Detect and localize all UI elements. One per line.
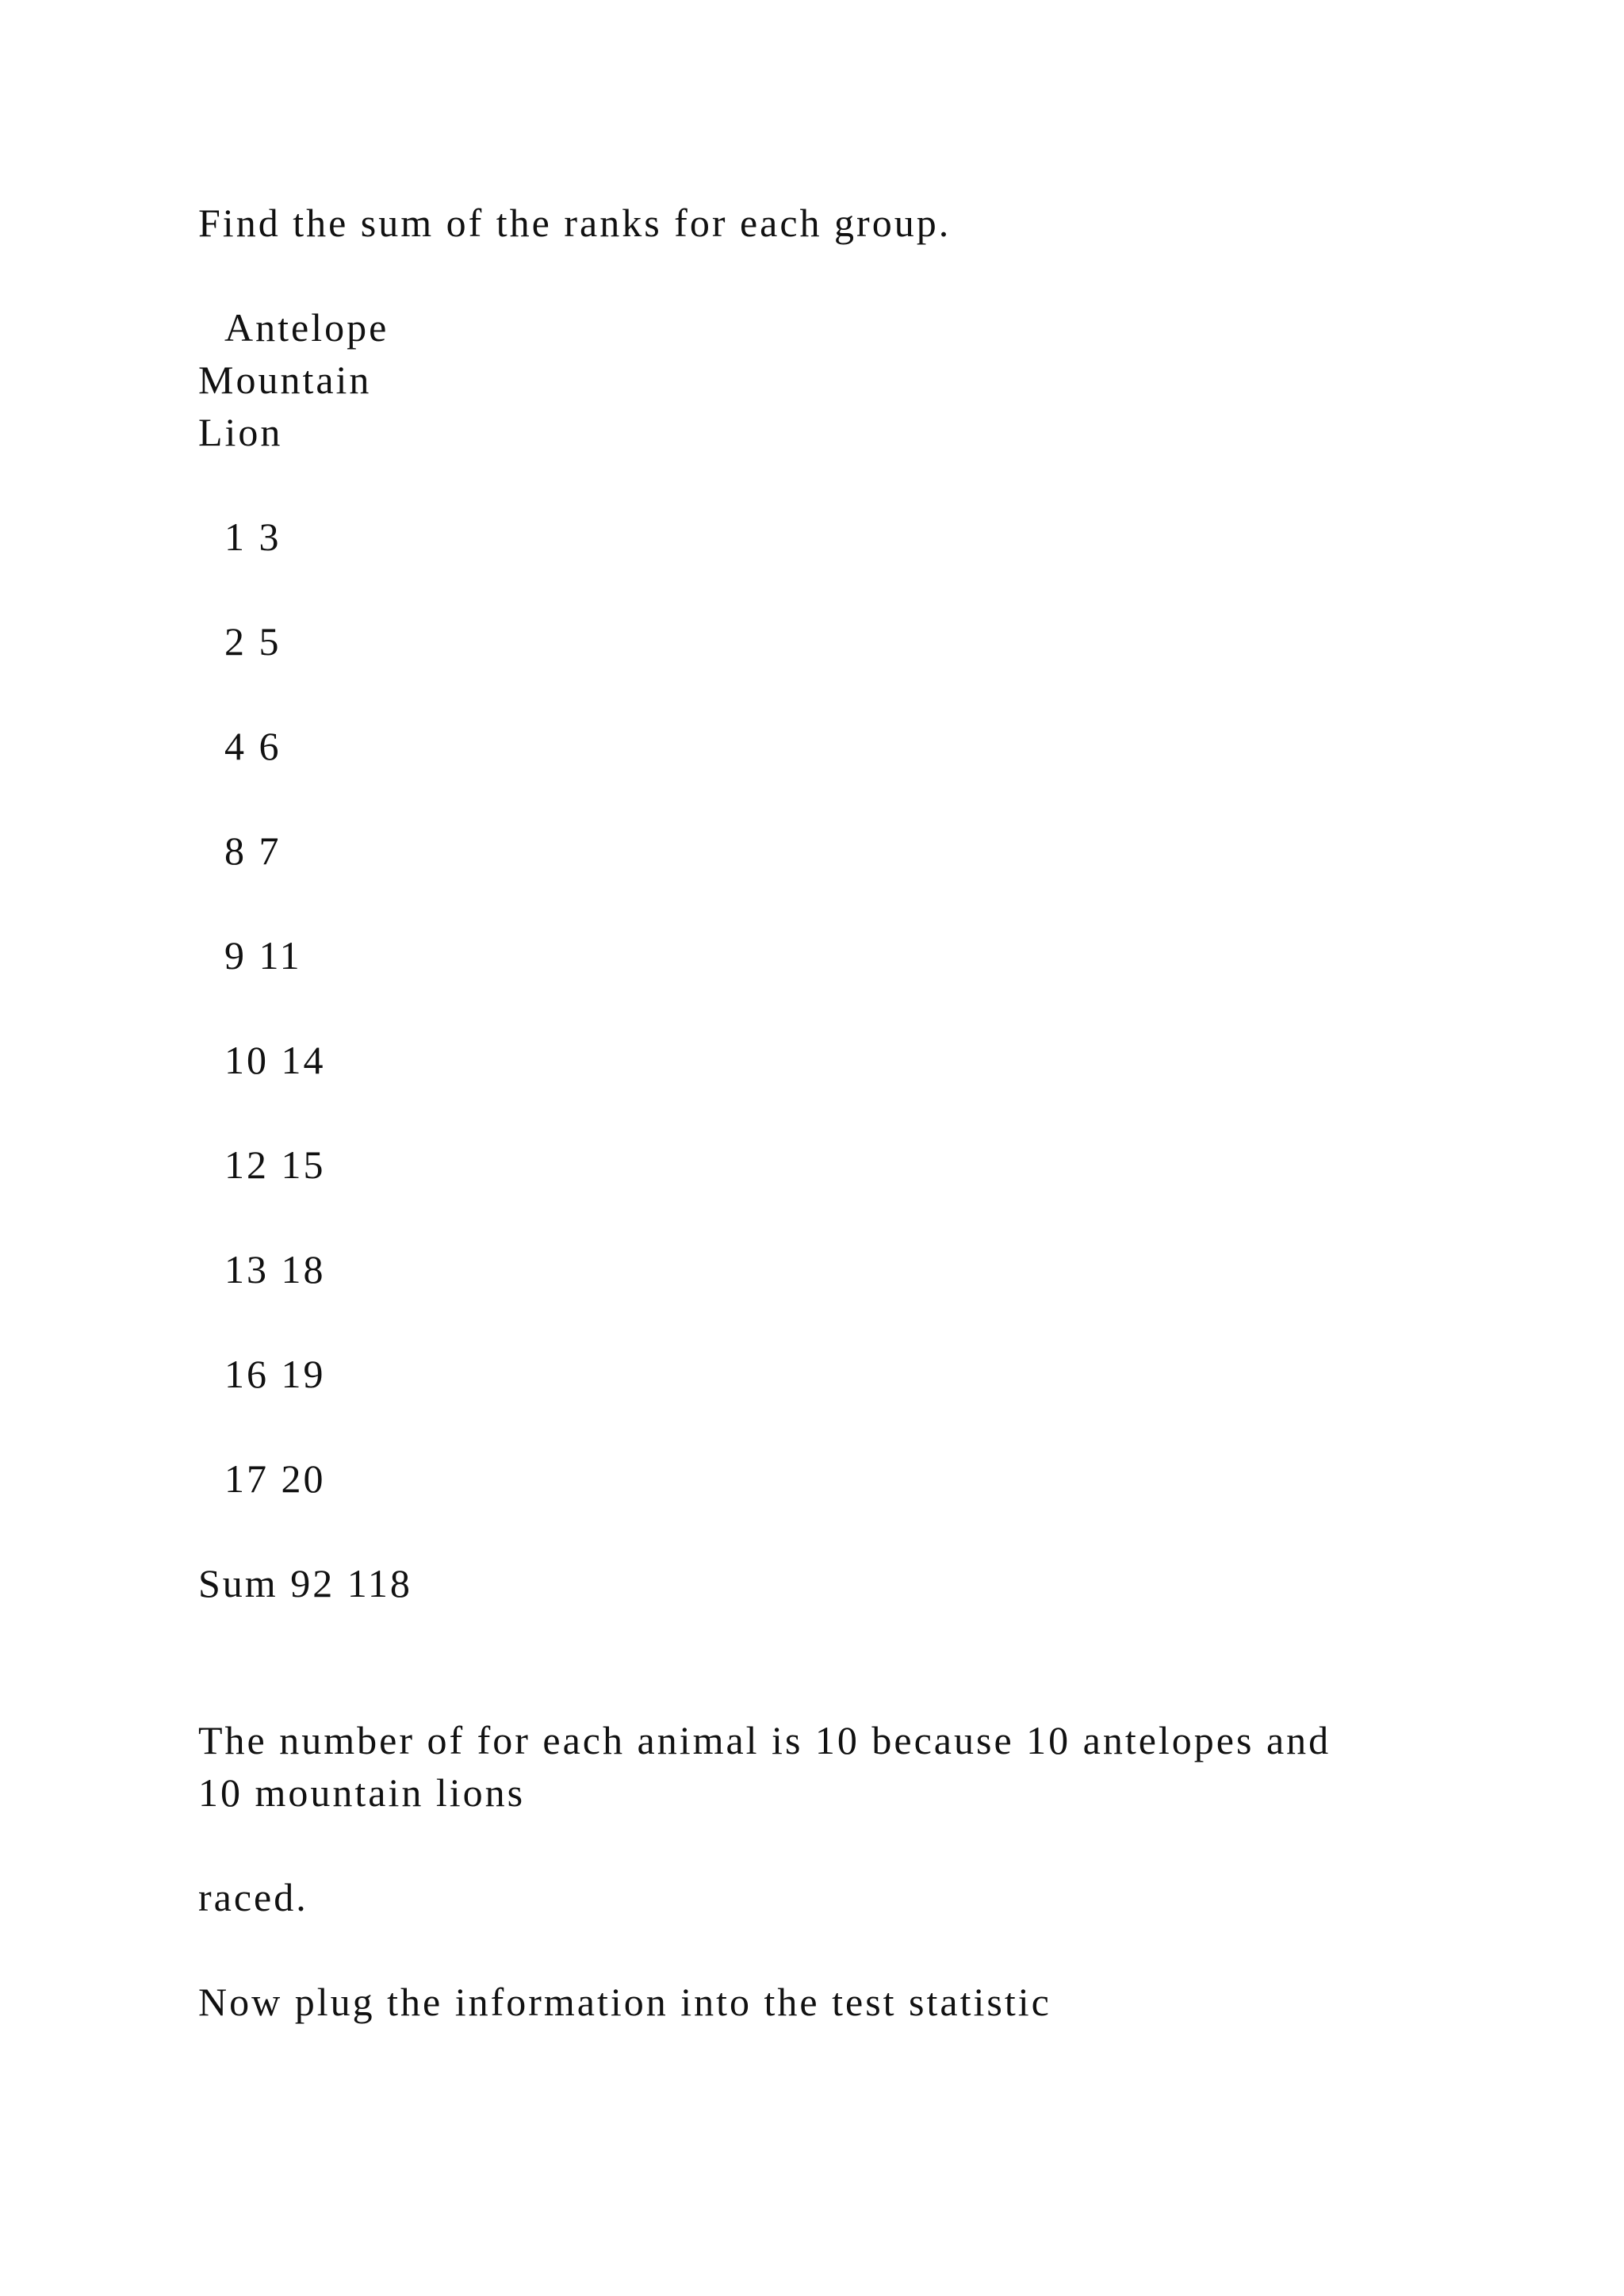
rank-row: 13 18 — [224, 1247, 326, 1292]
conclusion-text: Now plug the information into the test statistic — [198, 1980, 1051, 2024]
header-mountain: Mountain — [198, 358, 372, 402]
rank-row: 2 5 — [224, 619, 282, 664]
rank-row: 1 3 — [224, 515, 282, 559]
rank-row: 17 20 — [224, 1456, 326, 1501]
rank-row: 4 6 — [224, 724, 282, 768]
header-lion: Lion — [198, 410, 283, 454]
explanation-line-2: 10 mountain lions — [198, 1770, 526, 1815]
intro-text: Find the sum of the ranks for each group. — [198, 201, 952, 245]
sum-row: Sum 92 118 — [198, 1561, 412, 1605]
rank-row: 16 19 — [224, 1352, 326, 1396]
header-antelope: Antelope — [224, 305, 389, 350]
rank-row: 10 14 — [224, 1038, 326, 1082]
explanation-line-3: raced. — [198, 1875, 308, 1919]
rank-row: 9 11 — [224, 933, 302, 978]
rank-row: 12 15 — [224, 1142, 326, 1187]
explanation-line-1: The number of for each animal is 10 because 10 antelopes and — [198, 1718, 1331, 1762]
rank-row: 8 7 — [224, 828, 282, 873]
